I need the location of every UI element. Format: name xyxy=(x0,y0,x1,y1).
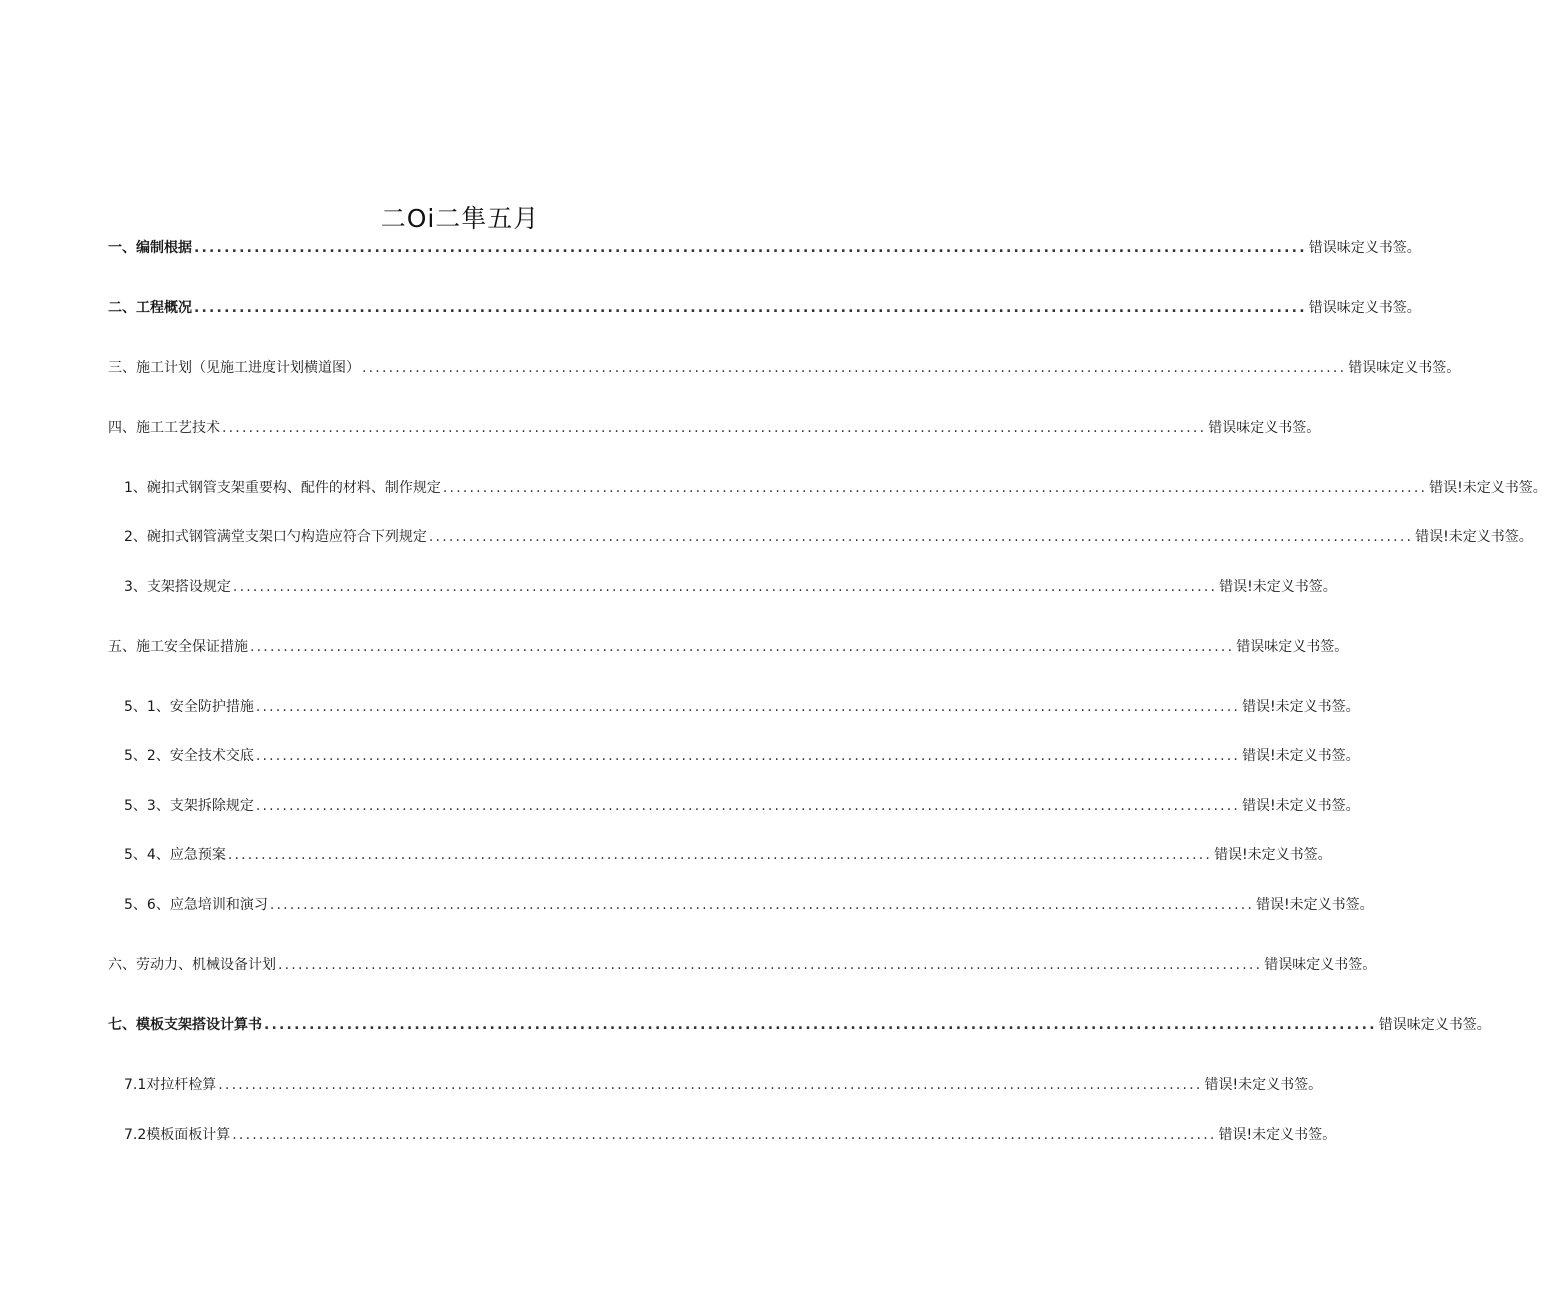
toc-leader-dots: .................................................................................................................................................... xyxy=(232,579,1218,595)
toc-leader-dots: .................................................................................................................................................... xyxy=(428,529,1414,545)
toc-leader-dots: .................................................................................................................................................... xyxy=(194,300,1307,316)
toc-entry-label: 五、施工安全保证措施 xyxy=(108,639,248,655)
toc-leader-dots: .................................................................................................................................................... xyxy=(218,1077,1203,1093)
toc-leader-dots: .................................................................................................................................................... xyxy=(362,360,1347,376)
toc-entry-label: 5、3、支架拆除规定 xyxy=(124,798,254,814)
toc-entry[interactable] xyxy=(108,1015,1491,1035)
toc-leader-dots: .................................................................................................................................................... xyxy=(227,847,1213,863)
toc-entry-page-ref: 错误!未定义书签。 xyxy=(1204,1077,1323,1093)
toc-entry[interactable] xyxy=(108,298,1421,318)
toc-entry[interactable] xyxy=(124,796,1360,816)
toc-entry-label: 七、模板支架搭设计算书 xyxy=(108,1017,262,1033)
toc-entry[interactable] xyxy=(108,637,1349,657)
toc-entry-page-ref: 错误味定义书签。 xyxy=(1348,360,1461,376)
toc-entry-page-ref: 错误!未定义书签。 xyxy=(1242,699,1360,715)
toc-entry[interactable] xyxy=(108,418,1321,438)
toc-entry-label: 5、1、安全防护措施 xyxy=(124,699,254,715)
toc-entry[interactable] xyxy=(124,845,1332,865)
toc-entry-page-ref: 错误!未定义书签。 xyxy=(1219,579,1337,595)
toc-entry-label: 2、碗扣式钢管满堂支架口勺构造应符合下列规定 xyxy=(124,529,427,545)
toc-leader-dots: .................................................................................................................................................... xyxy=(194,240,1307,256)
toc-entry-label: 5、4、应急预案 xyxy=(124,847,226,863)
toc-entry-label: 二、工程概况 xyxy=(108,300,192,316)
toc-entry-label: 一、编制根据 xyxy=(108,240,192,256)
toc-entry-page-ref: 错误味定义书签。 xyxy=(1308,300,1421,316)
toc-entry-label: 7.1对拉杆检算 xyxy=(124,1077,217,1093)
toc-leader-dots: .................................................................................................................................................... xyxy=(255,699,1241,715)
toc-entry-label: 1、碗扣式钢管支架重要构、配件的材料、制作规定 xyxy=(124,480,441,496)
toc-entry-page-ref: 错误!未定义书签。 xyxy=(1218,1127,1337,1143)
toc-entry-page-ref: 错误味定义书签。 xyxy=(1308,240,1421,256)
toc-leader-dots: .................................................................................................................................................... xyxy=(255,798,1241,814)
toc-leader-dots: .................................................................................................................................................... xyxy=(269,897,1255,913)
toc-entry[interactable] xyxy=(124,1125,1337,1145)
toc-entry[interactable] xyxy=(124,1075,1323,1095)
toc-entry[interactable] xyxy=(108,955,1377,975)
toc-entry-label: 5、6、应急培训和演习 xyxy=(124,897,268,913)
toc-entry-page-ref: 错误!未定义书签。 xyxy=(1429,480,1547,496)
toc-leader-dots: .................................................................................................................................................... xyxy=(222,420,1207,436)
toc-entry-page-ref: 错误味定义书签。 xyxy=(1236,639,1349,655)
toc-entry-label: 3、支架搭设规定 xyxy=(124,579,231,595)
toc-entry[interactable] xyxy=(124,746,1360,766)
document-title: 二Oi二隼五月 xyxy=(380,204,540,233)
toc-leader-dots: .................................................................................................................................................... xyxy=(278,957,1263,973)
toc-entry-label: 三、施工计划（见施工进度计划横道图） xyxy=(108,360,360,376)
toc-entry[interactable] xyxy=(108,358,1461,378)
toc-leader-dots: .................................................................................................................................................... xyxy=(250,639,1235,655)
toc-entry-page-ref: 错误!未定义书签。 xyxy=(1256,897,1374,913)
toc-entry[interactable] xyxy=(124,577,1337,597)
toc-leader-dots: .................................................................................................................................................... xyxy=(442,480,1428,496)
toc-entry[interactable] xyxy=(124,895,1374,915)
toc-entry-label: 7.2模板面板计算 xyxy=(124,1127,231,1143)
toc-entry-page-ref: 错误!未定义书签。 xyxy=(1242,748,1360,764)
toc-entry-label: 5、2、安全技术交底 xyxy=(124,748,254,764)
toc-entry-page-ref: 错误!未定义书签。 xyxy=(1415,529,1533,545)
toc-leader-dots: .................................................................................................................................................... xyxy=(255,748,1241,764)
toc-entry[interactable] xyxy=(124,478,1547,498)
toc-entry-label: 四、施工工艺技术 xyxy=(108,420,220,436)
toc-entry[interactable] xyxy=(108,238,1421,258)
toc-entry-page-ref: 错误味定义书签。 xyxy=(1208,420,1321,436)
toc-entry[interactable] xyxy=(124,527,1533,547)
toc-entry-page-ref: 错误味定义书签。 xyxy=(1264,957,1377,973)
toc-entry[interactable] xyxy=(124,697,1360,717)
toc-leader-dots: .................................................................................................................................................... xyxy=(232,1127,1217,1143)
toc-entry-page-ref: 错误味定义书签。 xyxy=(1378,1017,1491,1033)
toc-entry-page-ref: 错误!未定义书签。 xyxy=(1242,798,1360,814)
toc-entry-page-ref: 错误!未定义书签。 xyxy=(1214,847,1332,863)
toc-entry-label: 六、劳动力、机械设备计划 xyxy=(108,957,276,973)
toc-leader-dots: .................................................................................................................................................... xyxy=(264,1017,1377,1033)
